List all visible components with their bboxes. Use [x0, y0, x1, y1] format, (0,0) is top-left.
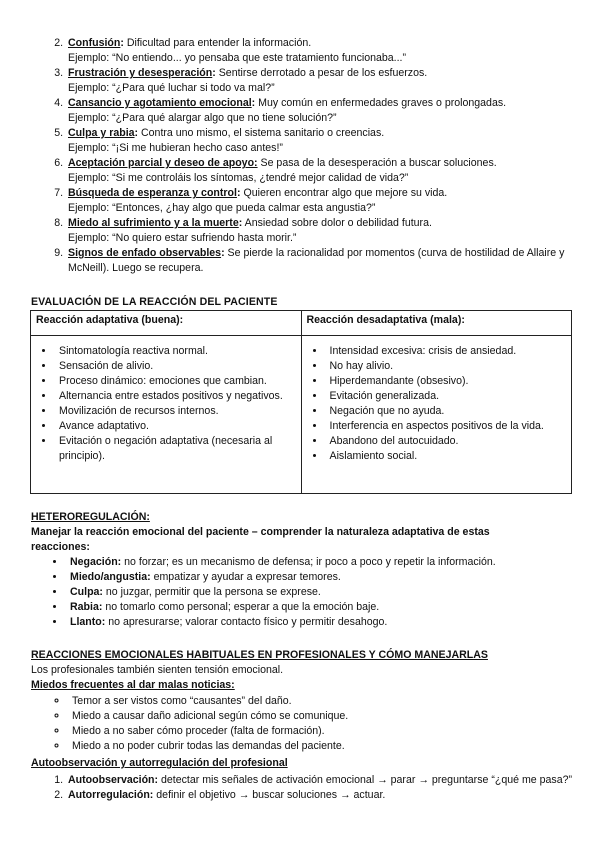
list-item: 5. Culpa y rabia: Contra uno mismo, el sistema sanitario o creencias. Ejemplo: “¡Si me hubieran hecho caso antes!”	[66, 126, 586, 156]
phase-term: Frustración y desesperación	[68, 67, 213, 79]
list-item: • No hay alivio.	[326, 359, 567, 374]
bad-reaction-header: Reacción desadaptativa (mala):	[301, 311, 572, 336]
list-item: 7. Búsqueda de esperanza y control: Quieren encontrar algo que mejore su vida. Ejemplo: “Entonces, ¿hay algo que pueda calmar esta angustia?”	[66, 186, 586, 216]
phase-term: Signos de enfado observables	[68, 247, 222, 259]
list-item: ◦ Miedo a no saber cómo proceder (falta de formación).	[68, 724, 568, 739]
bad-reaction-cell	[301, 336, 572, 494]
phase-term: Miedo al sufrimiento y a la muerte	[68, 217, 239, 229]
item-term: Llanto:	[70, 616, 106, 628]
list-item: 9. Signos de enfado observables: Se pierde la racionalidad por momentos (curva de hostilidad de Allaire y McNeill). Luego se recupera.	[66, 246, 586, 276]
section-title-professional-reactions: REACCIONES EMOCIONALES HABITUALES EN PROFESIONALES Y CÓMO MANEJARLAS	[31, 649, 488, 661]
good-reaction-list	[36, 344, 296, 464]
good-reaction-header: Reacción adaptativa (buena):	[31, 311, 302, 336]
list-item	[66, 600, 586, 615]
list-item: • Sintomatología reactiva normal.	[55, 344, 296, 359]
item-term: Culpa:	[70, 586, 103, 598]
list-item: 8. Miedo al sufrimiento y a la muerte: Ansiedad sobre dolor o debilidad futura. Ejemplo: “No quiero estar sufriendo hasta morir.”	[66, 216, 586, 246]
section-title-evaluation: EVALUACIÓN DE LA REACCIÓN DEL PACIENTE	[31, 296, 278, 308]
bad-reaction-list	[307, 344, 567, 464]
phase-term: Búsqueda de esperanza y control	[68, 187, 237, 199]
phase-example: Ejemplo: “¡Si me hubieran hecho caso antes!”	[68, 142, 283, 154]
phase-term: Confusión	[68, 37, 121, 49]
item-text: empatizar y ayudar a expresar temores.	[150, 571, 341, 583]
phase-example: Ejemplo: “No entiendo... yo pensaba que este tratamiento funcionaba...”	[68, 52, 407, 64]
list-item: • Negación que no ayuda.	[326, 404, 567, 419]
phase-desc: Sentirse derrotado a pesar de los esfuerzos.	[218, 67, 428, 79]
list-item	[66, 156, 586, 186]
item-text: no forzar; es un mecanismo de defensa; ir poco a poco y repetir la información.	[121, 556, 496, 568]
item-text: no juzgar, permitir que la persona se exprese.	[102, 586, 321, 598]
item-term: Autoobservación:	[68, 774, 159, 786]
list-item	[66, 788, 586, 803]
list-item	[66, 585, 586, 600]
list-item: • Alternancia entre estados positivos y negativos.	[55, 389, 296, 404]
phase-desc: Se pierde la racionalidad por momentos (curva de hostilidad de Allaire y McNeill). Luego se recupera.	[68, 247, 565, 274]
list-item: • Abandono del autocuidado.	[326, 434, 567, 449]
list-item: • Avance adaptativo.	[55, 419, 296, 434]
item-text: no apresurarse; valorar contacto físico y permitir desahogo.	[105, 616, 388, 628]
heteroregulation-subtitle: Manejar la reacción emocional del paciente – comprender la naturaleza adaptativa de estas reacciones:	[31, 526, 490, 553]
list-item: • Hiperdemandante (obsesivo).	[326, 374, 567, 389]
list-item: 4. Cansancio y agotamiento emocional: Muy común en enfermedades graves o prolongadas. Ejemplo: “¿Para qué alargar algo que no tiene solución?”	[66, 96, 586, 126]
list-item: • Aislamiento social.	[326, 449, 567, 464]
item-term: Autorregulación:	[68, 789, 154, 801]
list-item: ◦ Temor a ser vistos como “causantes” del daño.	[68, 694, 568, 709]
phase-example: Ejemplo: “¿Para qué alargar algo que no tiene solución?”	[68, 112, 337, 124]
phase-example: Ejemplo: “Entonces, ¿hay algo que pueda calmar esta angustia?”	[68, 202, 376, 214]
phase-example: Ejemplo: “No quiero estar sufriendo hasta morir.”	[68, 232, 297, 244]
phase-desc: Se pasa de la desesperación a buscar soluciones.	[260, 157, 497, 169]
list-item: • Evitación generalizada.	[326, 389, 567, 404]
item-term: Rabia:	[70, 601, 103, 613]
list-item: 3. Frustración y desesperación: Sentirse derrotado a pesar de los esfuerzos. Ejemplo: “¿Para qué luchar si todo va mal?”	[66, 66, 586, 96]
item-text: no tomarlo como personal; esperar a que la emoción baje.	[102, 601, 380, 613]
list-item	[66, 570, 586, 585]
phase-desc: Contra uno mismo, el sistema sanitario o creencias.	[141, 127, 385, 139]
professional-reactions-intro: Los profesionales también sienten tensión emocional.	[31, 664, 284, 676]
phase-term: Cansancio y agotamiento emocional	[68, 97, 252, 109]
phase-desc: Ansiedad sobre dolor o debilidad futura.	[244, 217, 432, 229]
phase-desc: Muy común en enfermedades graves o prolongadas.	[258, 97, 507, 109]
fears-subtitle: Miedos frecuentes al dar malas noticias:	[31, 679, 235, 691]
item-term: Miedo/angustia:	[70, 571, 151, 583]
phase-desc: Quieren encontrar algo que mejore su vida.	[243, 187, 448, 199]
list-item: ◦ Miedo a no poder cubrir todas las demandas del paciente.	[68, 739, 568, 754]
item-term: Negación:	[70, 556, 122, 568]
self-observation-subtitle: Autoobservación y autorregulación del profesional	[31, 757, 288, 769]
list-item: • Intensidad excesiva: crisis de ansiedad.	[326, 344, 567, 359]
phase-desc: Dificultad para entender la información.	[126, 37, 312, 49]
good-reaction-cell	[31, 336, 302, 494]
list-item: • Sensación de alivio.	[55, 359, 296, 374]
self-observation-list	[40, 773, 586, 803]
list-item	[66, 615, 586, 630]
list-item: • Interferencia en aspectos positivos de la vida.	[326, 419, 567, 434]
item-text: definir el objetivo → buscar soluciones → actuar.	[153, 789, 386, 801]
fears-list	[50, 694, 568, 754]
evaluation-table	[30, 310, 572, 494]
list-item: 2. Confusión: Dificultad para entender la información. Ejemplo: “No entiendo... yo pensaba que este tratamiento funcionaba...”	[66, 36, 586, 66]
phase-example: Ejemplo: “Si me controláis los síntomas, ¿tendré mejor calidad de vida?”	[68, 172, 409, 184]
item-text: detectar mis señales de activación emocional → parar → preguntarse “¿qué me pasa?”	[158, 774, 573, 786]
list-item: • Proceso dinámico: emociones que cambian.	[55, 374, 296, 389]
heteroregulation-list	[48, 555, 586, 630]
list-item: • Evitación o negación adaptativa (necesaria al principio).	[55, 434, 296, 464]
list-item: ◦ Miedo a causar daño adicional según cómo se comunique.	[68, 709, 568, 724]
phases-list	[38, 36, 586, 276]
list-item: • Movilización de recursos internos.	[55, 404, 296, 419]
list-item	[66, 555, 586, 570]
list-item	[66, 773, 586, 788]
phase-example: Ejemplo: “¿Para qué luchar si todo va mal?”	[68, 82, 275, 94]
section-title-heteroregulation: HETEROREGULACIÓN:	[31, 511, 150, 523]
phase-term: Culpa y rabia	[68, 127, 135, 139]
phase-term: Aceptación parcial y deseo de apoyo:	[68, 157, 258, 169]
